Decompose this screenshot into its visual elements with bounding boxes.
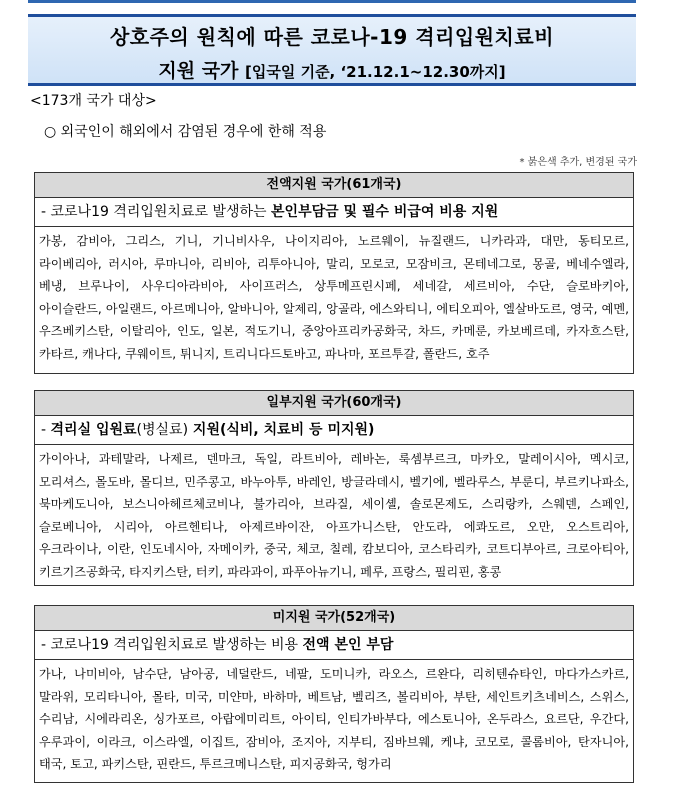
title-line-2 bbox=[28, 56, 636, 83]
partial-support-country-list: 가이아나, 과테말라, 나제르, 덴마크, 독일, 라트비아, 레바논, 룩셈부르크, 마카오, 말레이시아, 멕시코, 모리셔스, 몰도바, 몰디브, 민주콩고, 바누아투, 바레인, 방글라데시, 벨기에, 벨라루스, 부룬디, 부르키나파소, 북마케도니아, 보스니아헤르체코비나, 불가리아, 브라질, 세이셸, 솔로몬제도, 스리랑카, 스웨덴, 스페인, 슬로베니아, 시리아, 아르헨티나, 아제르바이잔, 아프가니스탄, 안도라, 에콰도르, 오만, 오스트리아, 우크라이나, 이란, 인도네시아, 자메이카, 중국, 체코, 칠레, 캄보디아, 코스타리카, 코트디부아르, 크로아티아, 키르기즈공화국, 타지키스탄, 터키, 파라과이, 파푸아뉴기니, 페루, 프랑스, 필리핀, 홍콩 bbox=[39, 452, 629, 579]
top-rule bbox=[28, 0, 636, 3]
partial-support-section bbox=[34, 390, 634, 586]
partial-support-scope bbox=[35, 416, 633, 445]
legend-note: * 붉은색 추가, 변경된 국가 bbox=[519, 157, 637, 168]
scope-note: ○ 외국인이 해외에서 감염된 경우에 한해 적용 bbox=[44, 124, 327, 140]
title-main: 지원 국가 bbox=[158, 60, 239, 82]
no-support-header: 미지원 국가(52개국) bbox=[35, 606, 633, 631]
country-count-heading: <173개 국가 대상> bbox=[30, 93, 157, 109]
full-support-country-list: 가봉, 감비아, 그리스, 기니, 기니비사우, 나이지리아, 노르웨이, 뉴질랜드, 니카라과, 대만, 동티모르, 라이베리아, 러시아, 루마니아, 리비아, 리투아니아, 말리, 모로코, 모잠비크, 몬테네그로, 몽골, 베네수엘라, 베냉, 브루나이, 사우디아라비아, 사이프러스, 상투메프린시페, 세네갈, 세르비아, 수단, 슬로바키아, 아이슬란드, 아일랜드, 아르메니아, 알바니아, 알제리, 앙골라, 에스와티니, 에티오피아, 엘살바도르, 영국, 예멘, 우즈베키스탄, 이탈리아, 인도, 일본, 적도기니, 중앙아프리카공화국, 차드, 카메룬, 카보베르데, 카자흐스탄, 카타르, 캐나다, 쿠웨이트, 튀니지, 트리니다드토바고, 파나마, 포르투갈, 폴란드, 호주 bbox=[39, 234, 629, 361]
title-line-1: 상호주의 원칙에 따른 코로나-19 격리입원치료비 bbox=[109, 25, 555, 49]
full-support-scope-text: - 코로나19 격리입원치료로 발생하는 bbox=[41, 204, 272, 220]
full-support-section bbox=[34, 172, 634, 374]
partial-support-scope-paren: (병실료) bbox=[136, 422, 189, 438]
no-support-scope-emphasis: 전액 본인 부담 bbox=[302, 637, 394, 653]
partial-support-header: 일부지원 국가(60개국) bbox=[35, 391, 633, 416]
partial-support-scope-dash: - bbox=[41, 422, 51, 438]
partial-support-scope-room: 격리실 입원료 bbox=[50, 422, 137, 438]
full-support-header: 전액지원 국가(61개국) bbox=[35, 173, 633, 198]
partial-support-scope-rest: 지원(식비, 치료비 등 미지원) bbox=[188, 422, 375, 438]
full-support-scope-emphasis: 본인부담금 및 필수 비급여 비용 지원 bbox=[271, 204, 499, 220]
title-box bbox=[28, 14, 636, 86]
no-support-scope bbox=[35, 631, 633, 660]
full-support-scope bbox=[35, 198, 633, 227]
no-support-country-list: 가나, 나미비아, 남수단, 남아공, 네덜란드, 네팔, 도미니카, 라오스, 르완다, 리히텐슈타인, 마다가스카르, 말라위, 모리타니아, 몰타, 미국, 미얀마, 바하마, 베트남, 벨리즈, 볼리비아, 부탄, 세인트키츠네비스, 스위스, 수리남, 시에라리온, 싱가포르, 아랍에미리트, 아이티, 인티가바부다, 에스토니아, 온두라스, 요르단, 우간다, 우루과이, 이라크, 이스라엘, 이집트, 잠비아, 조지아, 지부티, 짐바브웨, 케냐, 코모로, 콜롬비아, 탄자니아, 태국, 토고, 파키스탄, 핀란드, 투르크메니스탄, 피지공화국, 헝가리 bbox=[39, 667, 629, 772]
title-date-range: [입국일 기준, ‘21.12.1~12.30까지] bbox=[245, 63, 506, 81]
no-support-section bbox=[34, 605, 634, 783]
no-support-scope-text: - 코로나19 격리입원치료로 발생하는 비용 bbox=[41, 637, 303, 653]
